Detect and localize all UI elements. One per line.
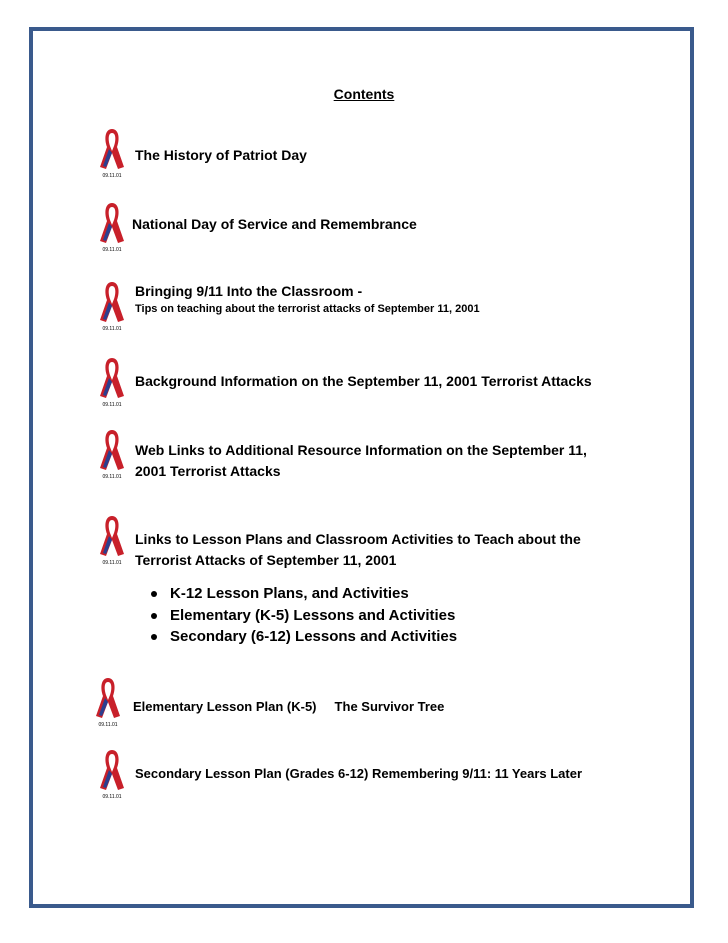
list-item[interactable]: Secondary (6-12) Lessons and Activities [150, 626, 457, 648]
svg-text:09.11.01: 09.11.01 [98, 722, 118, 728]
toc-entry-classroom-subtitle: Tips on teaching about the terrorist attacks of September 11, 2001 [135, 303, 480, 315]
toc-entry-classroom-title: Bringing 9/11 Into the Classroom - [135, 283, 363, 299]
list-item[interactable]: Elementary (K-5) Lessons and Activities [150, 605, 457, 627]
list-item[interactable]: K-12 Lesson Plans, and Activities [150, 583, 457, 605]
svg-text:09.11.01: 09.11.01 [102, 560, 122, 566]
remembrance-ribbon-icon [92, 676, 124, 728]
bullet-icon [151, 613, 157, 619]
toc-entry-secondary-plan[interactable]: Secondary Lesson Plan (Grades 6-12) Remembering 9/11: 11 Years Later [135, 766, 583, 781]
remembrance-ribbon-icon [96, 514, 128, 566]
toc-entry-web-links-line1: Web Links to Additional Resource Information on the September 11, [135, 442, 587, 458]
svg-text:09.11.01: 09.11.01 [102, 794, 122, 800]
toc-entry-background[interactable]: Background Information on the September 11, 2001 Terrorist Attacks [135, 373, 592, 389]
remembrance-ribbon-icon [96, 127, 128, 179]
svg-text:09.11.01: 09.11.01 [102, 326, 122, 332]
toc-entry-lesson-links-line2: Terrorist Attacks of September 11, 2001 [135, 552, 397, 568]
remembrance-ribbon-icon [96, 201, 128, 253]
svg-text:09.11.01: 09.11.01 [102, 247, 122, 253]
svg-text:09.11.01: 09.11.01 [102, 474, 122, 480]
toc-entry-lesson-links-line1: Links to Lesson Plans and Classroom Activities to Teach about the [135, 531, 581, 547]
toc-entry-patriot-day[interactable]: The History of Patriot Day [135, 147, 307, 163]
remembrance-ribbon-icon [96, 280, 128, 332]
contents-title: Contents [333, 86, 395, 102]
bullet-icon [151, 634, 157, 640]
remembrance-ribbon-icon [96, 356, 128, 408]
toc-entry-elementary-plan[interactable]: Elementary Lesson Plan (K-5) The Survivor Tree [133, 699, 445, 714]
toc-entry-web-links-line2: 2001 Terrorist Attacks [135, 463, 281, 479]
lesson-bullet-list [150, 583, 457, 648]
svg-text:09.11.01: 09.11.01 [102, 173, 122, 179]
remembrance-ribbon-icon [96, 428, 128, 480]
toc-entry-classroom[interactable] [135, 281, 480, 316]
toc-entry-day-of-service[interactable]: National Day of Service and Remembrance [132, 216, 417, 232]
toc-entry-lesson-links[interactable] [135, 529, 581, 571]
bullet-icon [151, 591, 157, 597]
toc-entry-web-links[interactable] [135, 440, 587, 482]
remembrance-ribbon-icon [96, 748, 128, 800]
svg-text:09.11.01: 09.11.01 [102, 402, 122, 408]
